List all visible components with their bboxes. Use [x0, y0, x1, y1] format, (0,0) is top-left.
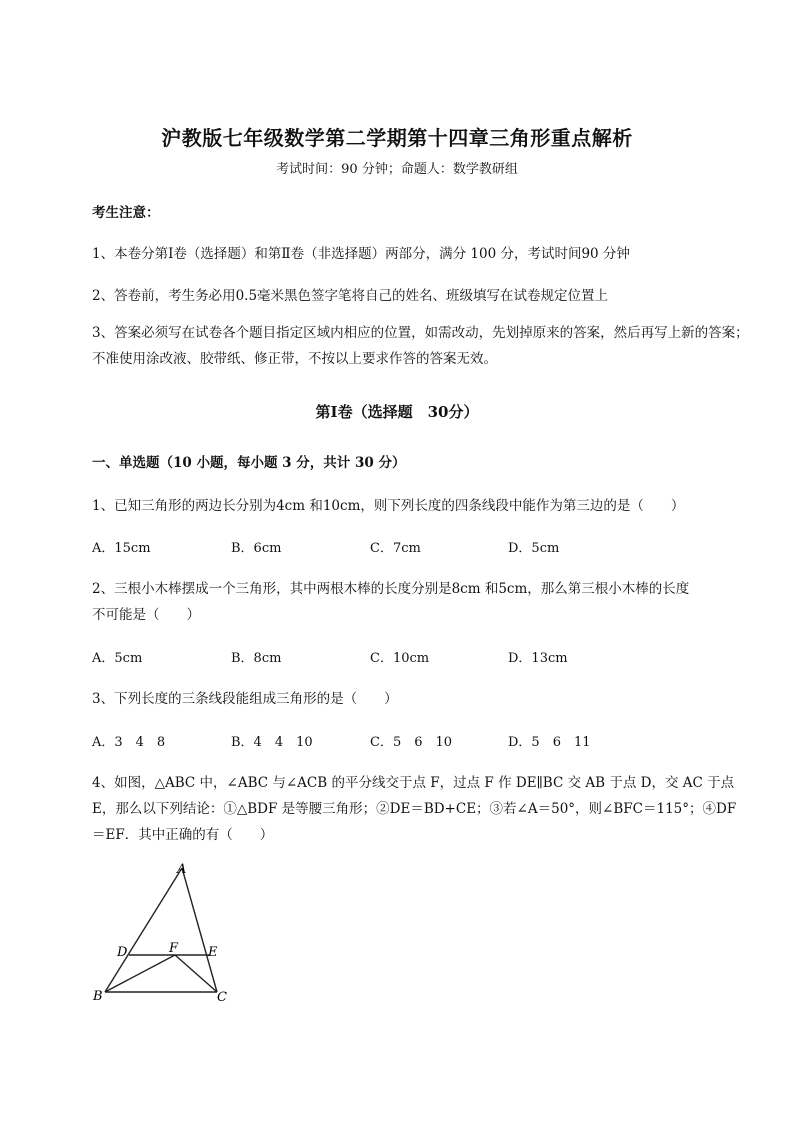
question-1-option-a: A．15cm — [92, 541, 151, 556]
side-ac — [182, 868, 217, 992]
label-f: F — [169, 941, 179, 956]
question-3-text: 3、下列长度的三条线段能组成三角形的是（ ） — [92, 691, 398, 707]
question-2-option-a: A．5cm — [92, 651, 143, 666]
notice-item-3: 3、答案必须写在试卷各个题目指定区域内相应的位置，如需改动，先划掉原来的答案，然后再写上新的答案；不准使用涂改液、胶带纸、修正带，不按以上要求作答的答案无效。 — [92, 325, 749, 367]
question-4-text-line-3: ＝EF．其中正确的有（ ） — [92, 827, 274, 843]
exam-info: 考试时间：90 分钟；命题人：数学教研组 — [276, 162, 518, 177]
label-b: B — [93, 989, 103, 1004]
question-3-option-c: C．5 6 10 — [370, 735, 453, 750]
label-e: E — [208, 945, 218, 960]
side-ab — [105, 868, 182, 992]
label-d: D — [117, 945, 128, 960]
question-2-option-d: D．13cm — [508, 651, 568, 666]
notice-item-1: 1、本卷分第Ⅰ卷（选择题）和第Ⅱ卷（非选择题）两部分，满分 100 分，考试时间90 分钟 — [92, 246, 630, 262]
notice-heading: 考生注意： — [92, 205, 160, 221]
question-2-text-line-2: 不可能是（ ） — [92, 607, 200, 623]
question-3-option-d: D．5 6 11 — [508, 735, 591, 750]
question-4-text-line-1: 4、如图，△ABC 中，∠ABC 与∠ACB 的平分线交于点 F，过点 F 作 DE∥BC 交 AB 于点 D，交 AC 于点 — [92, 775, 735, 791]
question-1-option-b: B．6cm — [231, 541, 282, 556]
question-3-option-b: B．4 4 10 — [231, 735, 313, 750]
label-c: C — [217, 990, 227, 1005]
part-heading: 一、单选题（10 小题，每小题 3 分，共计 30 分） — [92, 455, 406, 471]
page-title: 沪教版七年级数学第二学期第十四章三角形重点解析 — [161, 126, 633, 150]
question-2-option-b: B．8cm — [231, 651, 282, 666]
question-1-text: 1、已知三角形的两边长分别为4cm 和10cm，则下列长度的四条线段中能作为第三边的是（ ） — [92, 498, 685, 514]
label-a: A — [177, 862, 187, 877]
question-4-text-line-2: E，那么以下列结论：①△BDF 是等腰三角形；②DE＝BD+CE；③若∠A＝50°，则∠BFC＝115°；④DF — [92, 801, 737, 817]
segment-cf — [175, 955, 217, 992]
question-3-option-a: A．3 4 8 — [92, 735, 166, 750]
question-2-text-line-1: 2、三根小木棒摆成一个三角形，其中两根木棒的长度分别是8cm 和5cm，那么第三根小木棒的长度 — [92, 581, 690, 597]
question-1-option-c: C．7cm — [370, 541, 421, 556]
notice-item-2: 2、答卷前，考生务必用0.5毫米黑色签字笔将自己的姓名、班级填写在试卷规定位置上 — [92, 288, 609, 304]
question-2-option-c: C．10cm — [370, 651, 430, 666]
question-1-option-d: D．5cm — [508, 541, 560, 556]
segment-bf — [105, 955, 175, 992]
section-title: 第Ⅰ卷（选择题 30分） — [315, 403, 479, 421]
triangle-figure — [86, 858, 246, 1008]
